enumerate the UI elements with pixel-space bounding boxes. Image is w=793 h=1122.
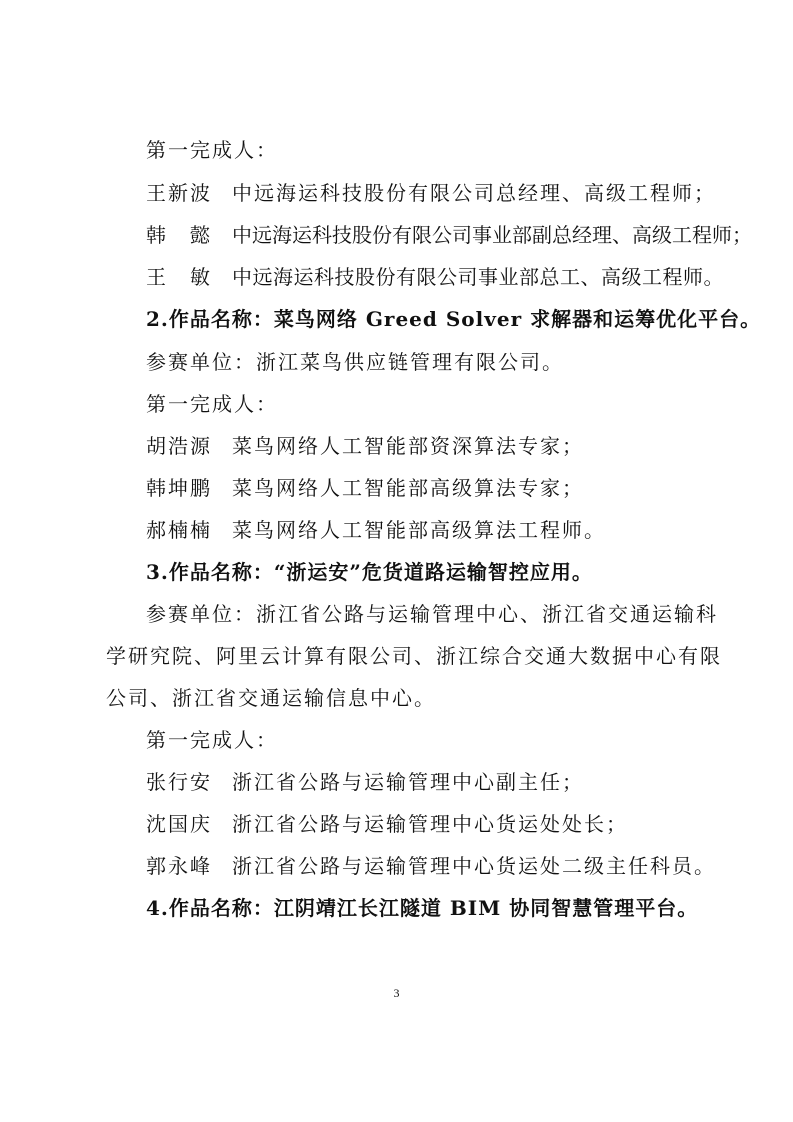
work-3-unit-line-3: 公司、浙江省交通运输信息中心。 <box>106 686 436 710</box>
person-description: 浙江省公路与运输管理中心货运处二级主任科员。 <box>232 854 716 878</box>
person-entry <box>146 474 584 502</box>
work-3-unit-line-1: 参赛单位：浙江省公路与运输管理中心、浙江省交通运输科 <box>146 602 718 626</box>
person-entry <box>146 516 606 544</box>
work-4-title: 4.作品名称：江阴靖江长江隧道 BIM 协同智慧管理平台。 <box>146 896 699 920</box>
person-description: 浙江省公路与运输管理中心货运处处长； <box>232 812 628 836</box>
person-name: 王 敏 <box>146 265 212 289</box>
person-entry <box>146 810 628 838</box>
person-entry <box>146 852 716 880</box>
person-description: 中远海运科技股份有限公司总经理、高级工程师； <box>232 181 716 205</box>
person-name: 王新波 <box>146 181 212 205</box>
work-2-unit: 参赛单位：浙江菜鸟供应链管理有限公司。 <box>146 350 564 374</box>
person-name: 韩坤鹏 <box>146 476 212 500</box>
person-name: 张行安 <box>146 770 212 794</box>
person-description: 菜鸟网络人工智能部高级算法工程师。 <box>232 518 606 542</box>
work-2-title: 2.作品名称：菜鸟网络 Greed Solver 求解器和运筹优化平台。 <box>146 307 762 331</box>
first-completer-label: 第一完成人： <box>146 728 278 752</box>
person-description: 中远海运科技股份有限公司事业部总工、高级工程师。 <box>232 265 724 289</box>
first-completer-label: 第一完成人： <box>146 392 278 416</box>
person-name: 郝楠楠 <box>146 518 212 542</box>
person-entry <box>146 768 584 796</box>
work-3-unit-line-2: 学研究院、阿里云计算有限公司、浙江综合交通大数据中心有限 <box>106 644 722 668</box>
person-description: 菜鸟网络人工智能部高级算法专家； <box>232 476 584 500</box>
person-description: 中远海运科技股份有限公司事业部副总经理、高级工程师； <box>232 223 752 247</box>
person-name: 韩 懿 <box>146 223 212 247</box>
first-completer-label: 第一完成人： <box>146 138 278 162</box>
person-description: 浙江省公路与运输管理中心副主任； <box>232 770 584 794</box>
page-number: 3 <box>393 986 400 1000</box>
person-entry <box>146 263 724 291</box>
person-description: 菜鸟网络人工智能部资深算法专家； <box>232 434 584 458</box>
work-3-title: 3.作品名称：“浙运安”危货道路运输智控应用。 <box>146 560 593 584</box>
person-entry <box>146 179 716 207</box>
person-name: 胡浩源 <box>146 434 212 458</box>
person-name: 郭永峰 <box>146 854 212 878</box>
person-name: 沈国庆 <box>146 812 212 836</box>
person-entry <box>146 221 752 249</box>
person-entry <box>146 432 584 460</box>
